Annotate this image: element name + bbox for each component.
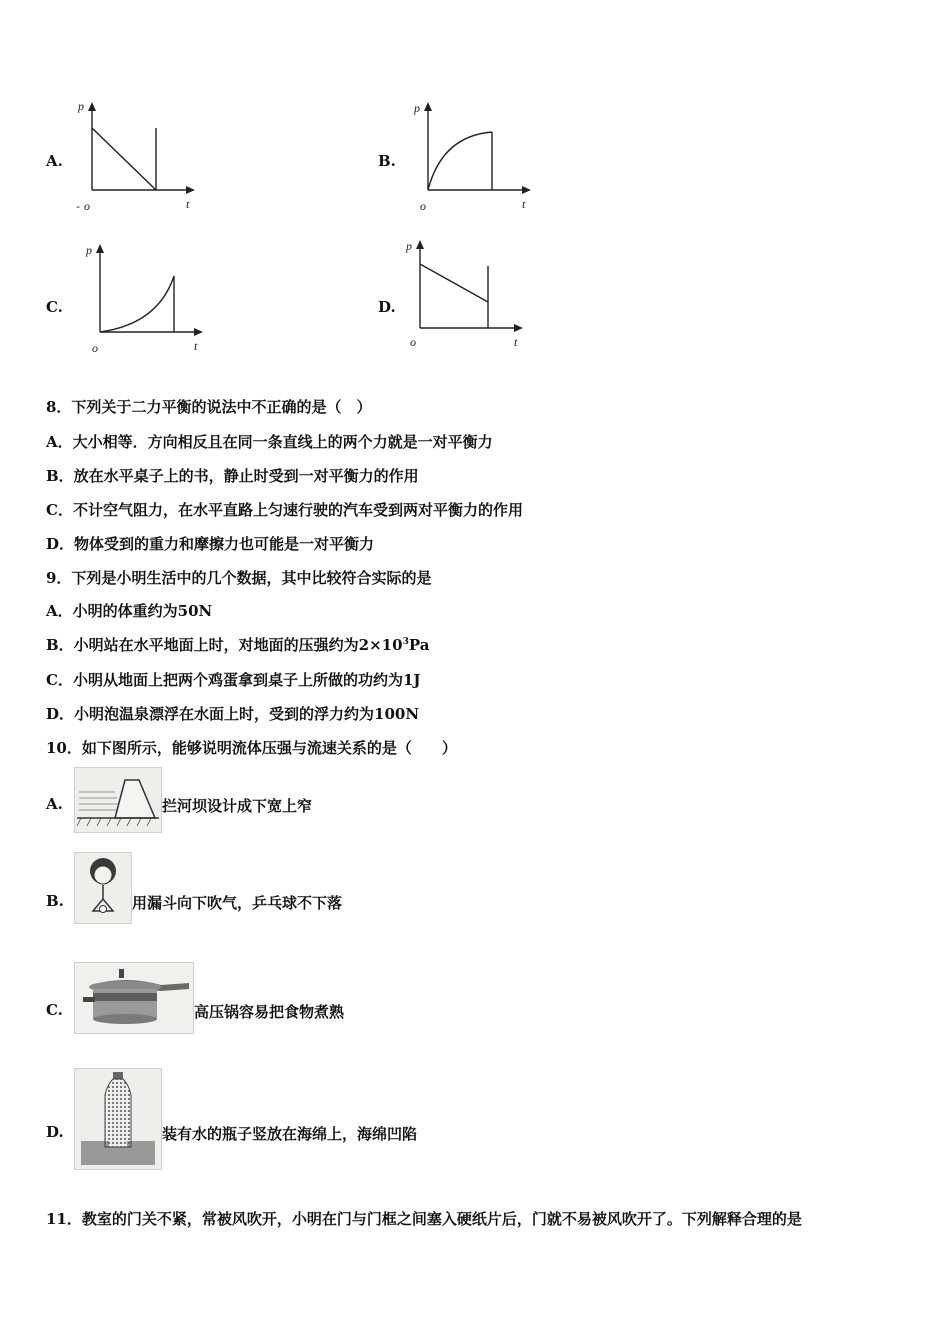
q9-option-b: B．小明站在水平地面上时，对地面的压强约为$2\times 10^3Pa$: [46, 636, 430, 654]
q9-option-a: A．小明的体重约为50N: [46, 602, 213, 620]
q11-stem: 11．教室的门关不紧，常被风吹开，小明在门与门框之间塞入硬纸片后，门就不易被风吹开了。下列解释合理的是: [46, 1210, 802, 1228]
graph-a-origin: o: [84, 199, 90, 213]
q8-option-a: A．大小相等．方向相反且在同一条直线上的两个力就是一对平衡力: [46, 433, 493, 451]
graph-d-origin: o: [410, 335, 416, 349]
graph-c-origin: o: [92, 341, 98, 355]
q9-option-c: C．小明从地面上把两个鸡蛋拿到桌子上所做的功约为1J: [46, 671, 421, 689]
q8-option-c: C．不计空气阻力，在水平直路上匀速行驶的汽车受到两对平衡力的作用: [46, 501, 523, 519]
graph-b-origin: o: [420, 199, 426, 213]
graph-c-axis-p: p: [86, 243, 92, 257]
q9-option-d: D．小明泡温泉漂浮在水面上时，受到的浮力约为100N: [46, 705, 420, 723]
graph-b-axis-t: t: [522, 197, 526, 211]
graph-d: [398, 236, 538, 356]
graph-a-axis-p: p: [78, 99, 84, 113]
graph-a-axis-t: t: [186, 197, 190, 211]
funnel-image: [74, 852, 132, 924]
graph-d-label: D.: [378, 298, 396, 316]
bottle-sponge-image: [74, 1068, 162, 1170]
q8-option-d: D．物体受到的重力和摩擦力也可能是一对平衡力: [46, 535, 375, 553]
q10-option-b-label: B.: [46, 892, 64, 910]
graph-d-axis-t: t: [514, 335, 518, 349]
q9-stem: 9．下列是小明生活中的几个数据，其中比较符合实际的是: [46, 569, 432, 587]
dam-image: [74, 767, 162, 833]
graph-d-axis-p: p: [406, 239, 412, 253]
q10-option-d-text: 装有水的瓶子竖放在海绵上，海绵凹陷: [162, 1125, 418, 1143]
graph-b-label: B.: [378, 152, 396, 170]
q10-option-a-text: 拦河坝设计成下宽上窄: [162, 797, 313, 815]
graph-b: [406, 98, 546, 218]
graph-a-origin-prefix: -: [76, 199, 80, 213]
q10-option-a-label: A.: [46, 795, 63, 813]
graph-a-label: A.: [46, 152, 63, 170]
graph-a: [70, 98, 210, 218]
q8-option-b: B．放在水平桌子上的书，静止时受到一对平衡力的作用: [46, 467, 419, 485]
q10-option-c-text: 高压锅容易把食物煮熟: [194, 1003, 345, 1021]
q9-option-b-exponent: 3: [402, 637, 409, 647]
q10-option-d-label: D.: [46, 1123, 64, 1141]
graph-c-label: C.: [46, 298, 63, 316]
graph-b-axis-p: p: [414, 101, 420, 115]
graph-c-axis-t: t: [194, 339, 198, 353]
pressure-cooker-image: [74, 962, 194, 1034]
q10-option-c-label: C.: [46, 1001, 63, 1019]
q10-stem: 10．如下图所示，能够说明流体压强与流速关系的是（ ）: [46, 739, 457, 757]
q10-option-b-text: 用漏斗向下吹气，乒乓球不下落: [132, 894, 343, 912]
graph-c: [78, 240, 218, 360]
q8-stem: 8．下列关于二力平衡的说法中不正确的是（ ）: [46, 398, 372, 416]
